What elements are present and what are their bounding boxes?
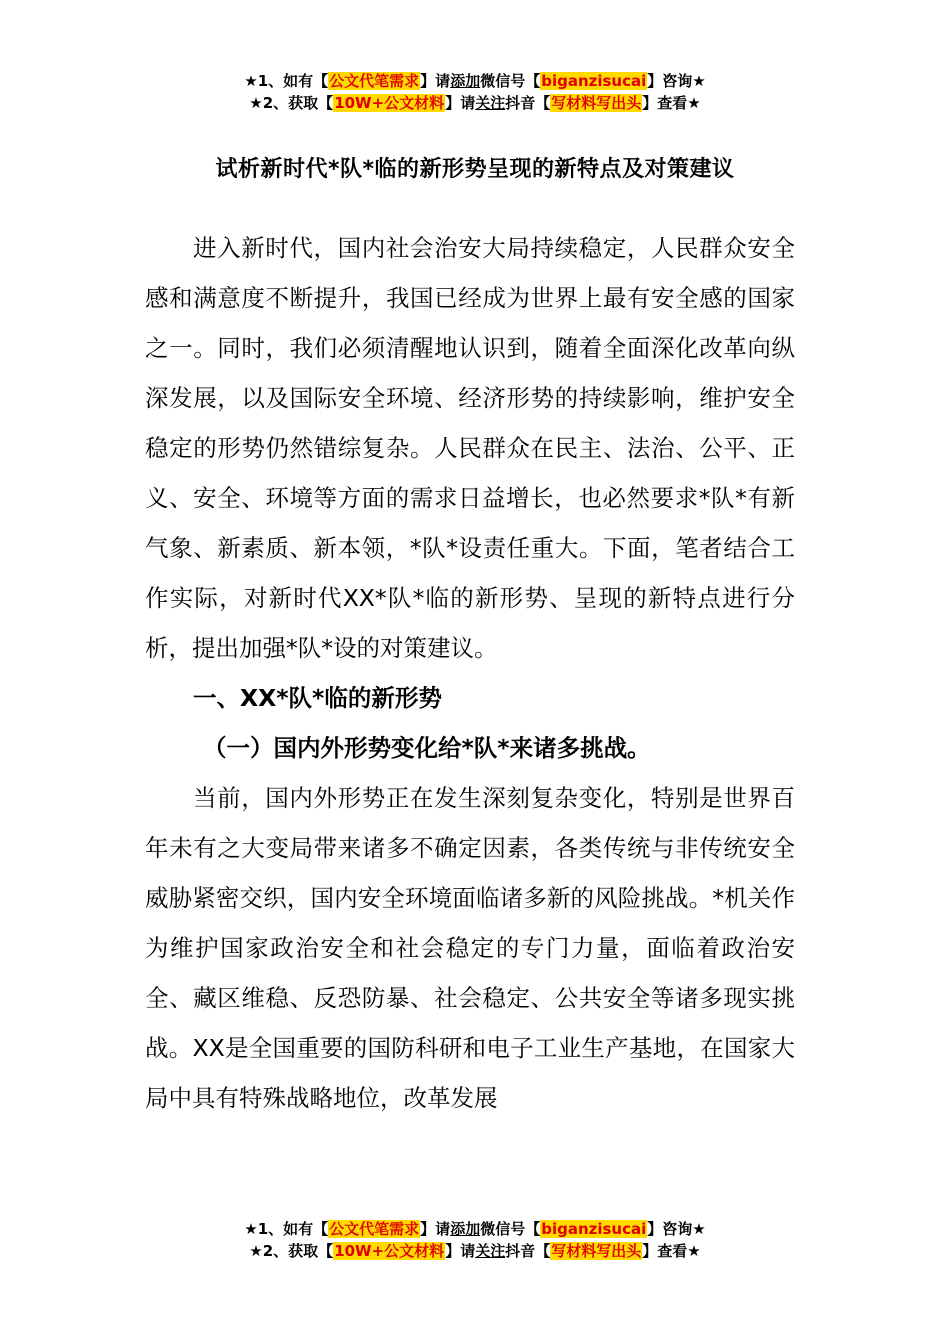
highlight-douyin: 写材料写出头: [551, 1242, 642, 1260]
banner-line-2: [0, 92, 950, 114]
underlined-text: 关注: [475, 1242, 506, 1260]
highlight-service: 公文代笔需求: [329, 72, 420, 90]
highlight-wechat-id: biganzisucai: [541, 72, 647, 90]
banner-text: 】咨询★: [647, 72, 706, 90]
document-body: [145, 223, 795, 1123]
banner-line-1: [0, 70, 950, 92]
banner-text: ★2、获取【: [249, 1242, 334, 1260]
banner-text: 】查看★: [642, 1242, 701, 1260]
highlight-materials: 10W+公文材料: [334, 1242, 445, 1260]
header-banner: [0, 70, 950, 114]
banner-text: 微信号【: [480, 72, 541, 90]
underlined-text: 关注: [475, 94, 506, 112]
underlined-text: 添加: [450, 1220, 481, 1238]
banner-text: 抖音【: [505, 94, 551, 112]
banner-text: 】请: [420, 72, 451, 90]
underlined-text: 添加: [450, 72, 481, 90]
banner-text: 】咨询★: [647, 1220, 706, 1238]
highlight-douyin: 写材料写出头: [551, 94, 642, 112]
highlight-materials: 10W+公文材料: [334, 94, 445, 112]
banner-text: 】请: [445, 94, 476, 112]
banner-text: 】请: [420, 1220, 451, 1238]
highlight-wechat-id: biganzisucai: [541, 1220, 647, 1238]
banner-text: ★2、获取【: [249, 94, 334, 112]
document-title: 试析新时代*队*临的新形势呈现的新特点及对策建议: [215, 157, 735, 182]
footer-banner: [0, 1218, 950, 1262]
subsection-heading: （一）国内外形势变化给*队*来诸多挑战。: [203, 734, 651, 762]
banner-line-1: [0, 1218, 950, 1240]
banner-line-2: [0, 1240, 950, 1262]
intro-paragraph: 进入新时代，国内社会治安大局持续稳定，人民群众安全感和满意度不断提升，我国已经成为世界上最有安全感的国家之一。同时，我们必须清醒地认识到，随着全面深化改革向纵深发展，以及国际安全环境、经济形势的持续影响，维护安全稳定的形势仍然错综复杂。人民群众在民主、法治、公平、正义、安全、环境等方面的需求日益增长，也必然要求*队*有新气象、新素质、新本领，*队*设责任重大。下面，笔者结合工作实际，对新时代XX*队*临的新形势、呈现的新特点进行分析，提出加强*队*设的对策建议。: [145, 234, 795, 662]
section-heading: 一、XX*队*临的新形势: [193, 684, 442, 712]
banner-text: 】查看★: [642, 94, 701, 112]
highlight-service: 公文代笔需求: [329, 1220, 420, 1238]
banner-text: 】请: [445, 1242, 476, 1260]
banner-text: 微信号【: [480, 1220, 541, 1238]
banner-text: ★1、如有【: [244, 1220, 329, 1238]
body-paragraph: 当前，国内外形势正在发生深刻复杂变化，特别是世界百年未有之大变局带来诸多不确定因素，各类传统与非传统安全威胁紧密交织，国内安全环境面临诸多新的风险挑战。*机关作为维护国家政治安全和社会稳定的专门力量，面临着政治安全、藏区维稳、反恐防暴、社会稳定、公共安全等诸多现实挑战。XX是全国重要的国防科研和电子工业生产基地，在国家大局中具有特殊战略地位，改革发展: [145, 784, 795, 1112]
banner-text: 抖音【: [505, 1242, 551, 1260]
banner-text: ★1、如有【: [244, 72, 329, 90]
